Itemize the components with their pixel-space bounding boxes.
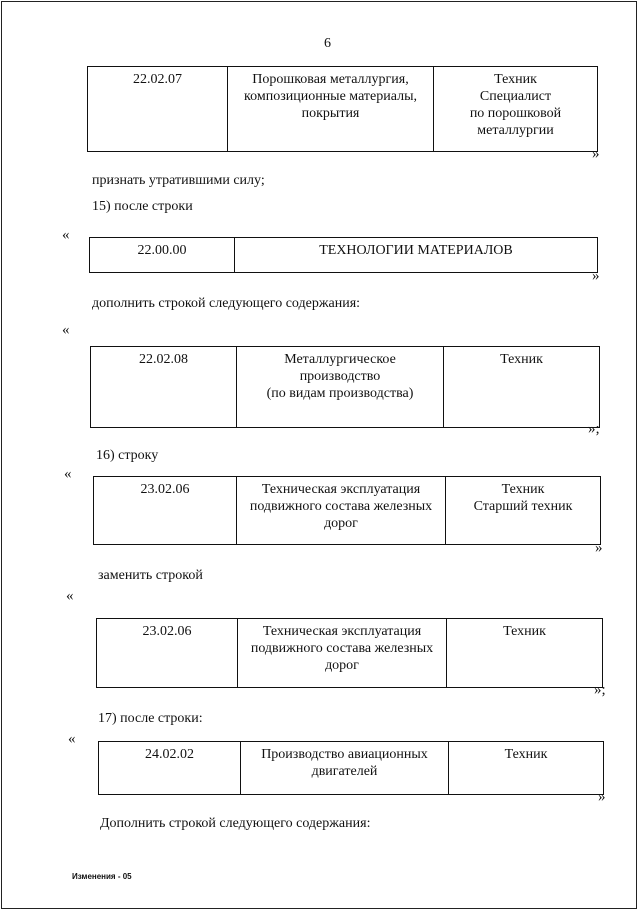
- close-quote: »;: [588, 421, 600, 437]
- close-quote: »: [598, 789, 606, 805]
- open-quote: «: [62, 322, 70, 338]
- table-row-23-02-06-old: [93, 476, 601, 545]
- code-cell: 22.02.08: [91, 347, 237, 428]
- page-number: 6: [324, 36, 331, 51]
- paragraph-text: заменить строкой: [98, 568, 203, 583]
- name-cell: Металлургическое производство (по видам производства): [237, 347, 444, 428]
- table-row-23-02-06-new: [96, 618, 603, 688]
- paragraph-text: 15) после строки: [92, 199, 193, 214]
- qualification-cell: Техник: [444, 347, 600, 428]
- name-cell: Техническая эксплуатация подвижного состава железных дорог: [238, 619, 447, 688]
- close-quote: »;: [594, 682, 606, 698]
- close-quote: »: [592, 146, 600, 162]
- table-row-22-02-08: [90, 346, 600, 428]
- open-quote: «: [64, 466, 72, 482]
- name-cell: Порошковая металлургия, композиционные материалы, покрытия: [228, 67, 434, 152]
- close-quote: »: [595, 540, 603, 556]
- paragraph-text: 16) строку: [96, 448, 159, 463]
- qualification-cell: Техник: [449, 742, 604, 795]
- open-quote: «: [66, 588, 74, 604]
- code-cell: 24.02.02: [99, 742, 241, 795]
- name-cell: Производство авиационных двигателей: [241, 742, 449, 795]
- paragraph-text: дополнить строкой следующего содержания:: [92, 296, 361, 311]
- code-cell: 23.02.06: [97, 619, 238, 688]
- close-quote: »: [592, 268, 600, 284]
- qualification-cell: Техник: [447, 619, 603, 688]
- qualification-cell: Техник Специалист по порошковой металлургии: [434, 67, 598, 152]
- footer-label: Изменения - 05: [72, 872, 132, 881]
- table-row-22-00-00: [89, 237, 598, 273]
- code-cell: 22.00.00: [90, 238, 235, 273]
- paragraph-text: Дополнить строкой следующего содержания:: [100, 816, 371, 831]
- paragraph-text: 17) после строки:: [98, 711, 203, 726]
- name-cell: Техническая эксплуатация подвижного состава железных дорог: [237, 477, 446, 545]
- open-quote: «: [68, 731, 76, 747]
- table-row-24-02-02: [98, 741, 604, 795]
- paragraph-text: признать утратившими силу;: [92, 173, 265, 188]
- qualification-cell: Техник Старший техник: [446, 477, 601, 545]
- open-quote: «: [62, 227, 70, 243]
- table-row-22-02-07: [87, 66, 598, 152]
- code-cell: 23.02.06: [94, 477, 237, 545]
- section-title-cell: ТЕХНОЛОГИИ МАТЕРИАЛОВ: [235, 238, 598, 273]
- code-cell: 22.02.07: [88, 67, 228, 152]
